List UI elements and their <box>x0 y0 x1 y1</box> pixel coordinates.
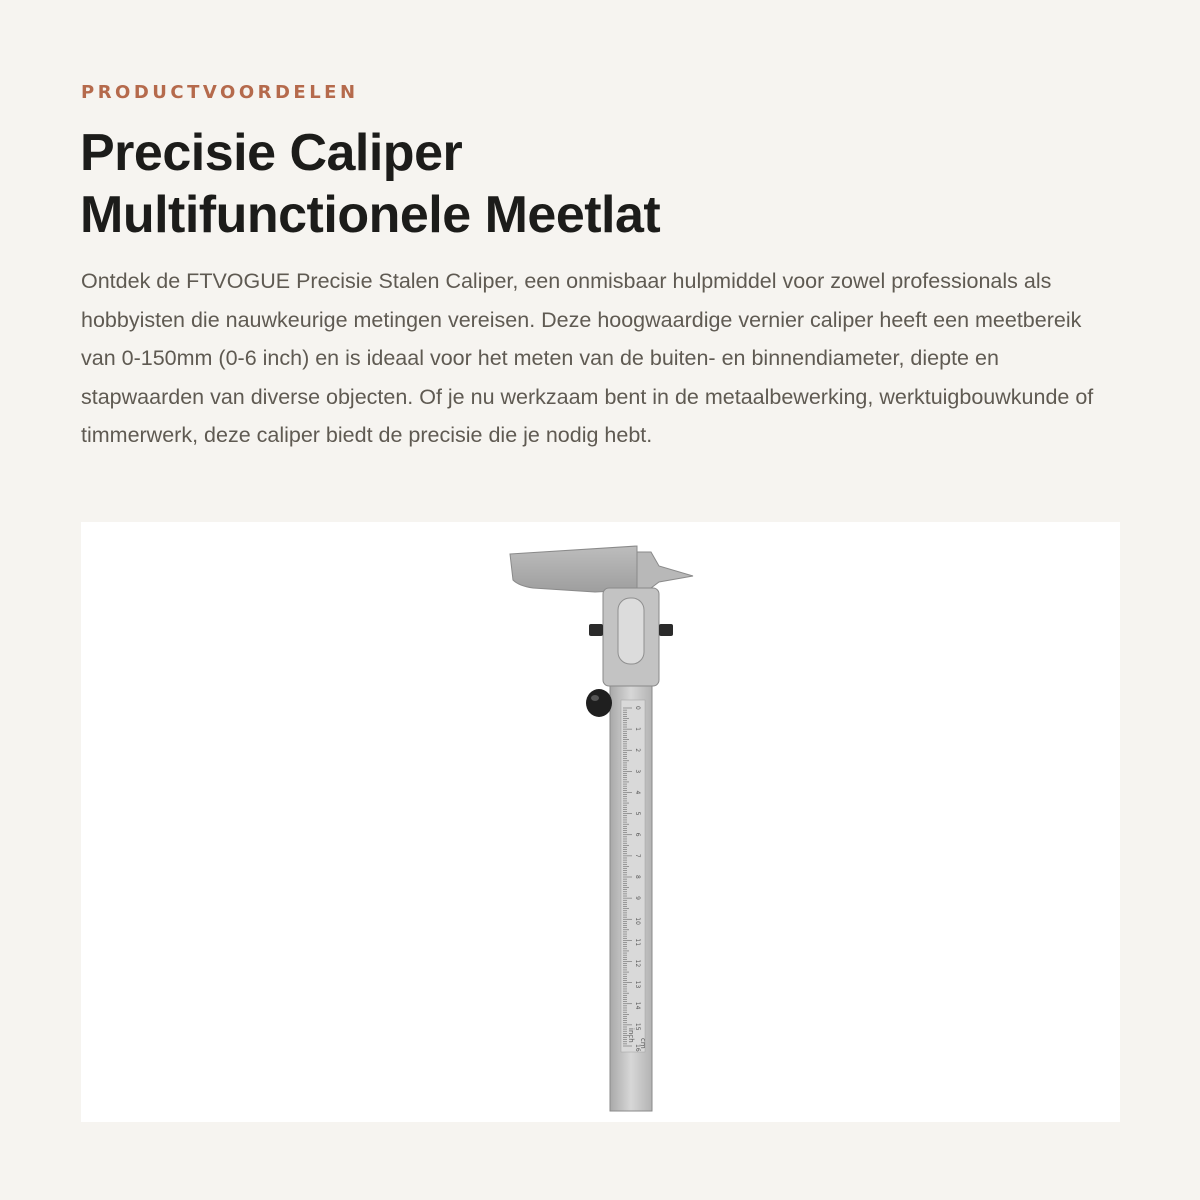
caliper-outside-jaw <box>510 546 637 592</box>
scale-number: 13 <box>634 980 641 989</box>
title-line-2: Multifunctionele Meetlat <box>80 186 661 244</box>
scale-number: 12 <box>634 959 641 968</box>
scale-number: 3 <box>634 769 641 774</box>
scale-number: 7 <box>634 853 641 858</box>
scale-number: 9 <box>634 896 641 900</box>
product-description: Ontdek de FTVOGUE Precisie Stalen Caliper, een onmisbaar hulpmiddel voor zowel professionals als hobbyisten die nauwkeurige metingen vereisen. Deze hoogwaardige vernier caliper heeft een meetbereik van 0-150mm (0-6 inch) en is ideaal voor het meten van de buiten- en binnendiameter, diepte en stapwaarden van diverse objecten. Of je nu werkzaam bent in de metaalbewerking, werktuigbouwkunde of timmerwerk, deze caliper biedt de precisie die je nodig hebt. <box>81 269 1094 447</box>
scale-number: 0 <box>634 706 641 710</box>
scale-number: 15 <box>634 1022 641 1031</box>
product-image <box>81 522 1120 1122</box>
vernier-caliper-icon <box>81 522 1120 1122</box>
thumb-wheel <box>586 689 612 717</box>
scale-number: 4 <box>634 790 641 795</box>
title-line-1: Precisie Caliper <box>80 124 463 182</box>
section-eyebrow: PRODUCTVOORDELEN <box>81 82 359 103</box>
scale-number: 14 <box>634 1001 641 1010</box>
scale-number: 2 <box>634 748 641 753</box>
scale-number: 1 <box>634 727 641 731</box>
thumb-wheel-highlight <box>591 695 599 701</box>
lock-screw-right <box>659 624 673 636</box>
page-title <box>80 122 1120 246</box>
lock-screw-left <box>589 624 603 636</box>
vernier-window <box>618 598 644 664</box>
scale-number: 6 <box>634 832 641 837</box>
scale-number: 5 <box>634 811 641 816</box>
caliper-inside-jaw <box>637 552 693 588</box>
scale-number: 10 <box>634 917 641 925</box>
scale-number: 11 <box>634 938 641 947</box>
scale-number: 8 <box>634 875 641 879</box>
scale-number: 16 <box>634 1044 641 1052</box>
unit-label: cm <box>639 1038 647 1049</box>
inch-label: inch <box>627 1028 635 1043</box>
